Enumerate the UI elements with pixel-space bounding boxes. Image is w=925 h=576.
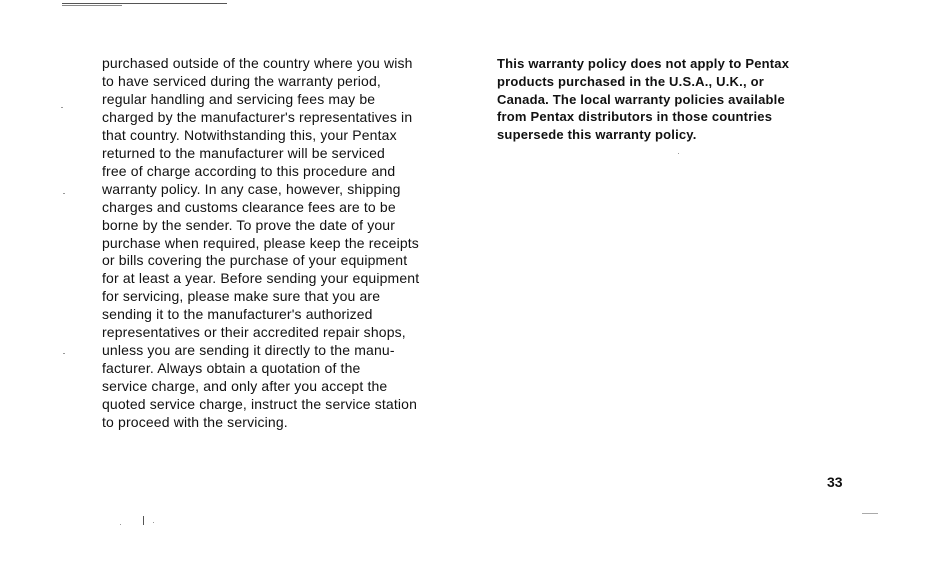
text-line: borne by the sender. To prove the date of your — [102, 216, 396, 233]
scan-edge-line — [62, 3, 227, 4]
text-line: purchased outside of the country where you wish — [102, 55, 413, 71]
text-line: to proceed with the servicing. — [102, 414, 288, 431]
scan-speck — [120, 524, 121, 525]
page-number: 33 — [827, 474, 843, 490]
text-line: returned to the manufacturer will be serviced — [102, 144, 385, 161]
text-line: regular handling and servicing fees may be — [102, 90, 376, 107]
text-line-bold: from Pentax distributors in those countries — [497, 109, 773, 125]
text-line: or bills covering the purchase of your equipment — [102, 252, 408, 269]
text-line: warranty policy. In any case, however, shipping — [102, 180, 401, 197]
text-line: facturer. Always obtain a quotation of the — [102, 360, 361, 377]
text-line-bold: Canada. The local warranty policies available — [497, 91, 785, 107]
text-line: free of charge according to this procedure and — [102, 162, 396, 179]
scan-edge-line — [62, 5, 122, 6]
scan-speck — [678, 153, 679, 154]
text-line: for at least a year. Before sending your equipment — [102, 270, 420, 287]
text-line: purchase when required, please keep the receipts — [102, 234, 419, 251]
text-line: for servicing, please make sure that you are — [102, 288, 381, 305]
text-line: unless you are sending it directly to the manu- — [102, 342, 395, 359]
text-line: charges and customs clearance fees are to be — [102, 198, 396, 215]
scan-speck — [61, 107, 63, 108]
text-line-bold: This warranty policy does not apply to Pentax — [497, 56, 790, 71]
text-line: that country. Notwithstanding this, your Pentax — [102, 126, 397, 143]
scan-speck — [63, 353, 65, 354]
text-line: service charge, and only after you accept the — [102, 378, 388, 395]
scan-edge-line — [862, 513, 878, 514]
scan-speck — [153, 522, 154, 523]
text-line: representatives or their accredited repair shops, — [102, 324, 406, 341]
left-text-column — [102, 55, 462, 432]
text-line: charged by the manufacturer's representatives in — [102, 108, 413, 125]
scan-speck — [63, 193, 65, 194]
text-line: quoted service charge, instruct the service station — [102, 396, 418, 413]
text-line: to have serviced during the warranty period, — [102, 72, 381, 89]
text-line: sending it to the manufacturer's authorized — [102, 306, 373, 323]
text-line-bold: supersede this warranty policy. — [497, 127, 697, 143]
scan-mark — [143, 516, 144, 525]
right-text-column — [497, 55, 837, 144]
text-line-bold: products purchased in the U.S.A., U.K., or — [497, 73, 764, 89]
